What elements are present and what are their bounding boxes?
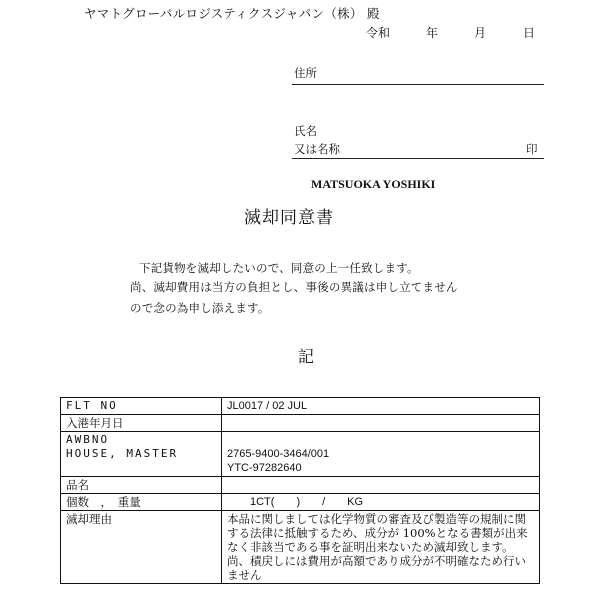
table-row: [61, 398, 540, 415]
flight-number-value: JL0017 / 02 JUL: [222, 398, 540, 415]
paragraph-line-3: ので念の為申し添えます。: [130, 301, 270, 315]
item-name-value: [222, 477, 540, 494]
arrival-date-value: [222, 415, 540, 432]
date-day: 日: [523, 26, 536, 40]
item-name-label: 品名: [61, 477, 222, 494]
awb-label-line-1: AWBNO: [66, 433, 110, 446]
arrival-date-label: 入港年月日: [61, 415, 222, 432]
seal-label: 印: [526, 142, 538, 156]
document-title: 滅却同意書: [244, 208, 334, 228]
date-month: 月: [474, 26, 487, 40]
addressee: ヤマトグローバルロジスティクスジャパン（株） 殿: [84, 6, 380, 21]
date-era: 令和: [366, 26, 391, 40]
customer-name: MATSUOKA YOSHIKI: [311, 177, 436, 191]
quantity-weight-label: 個数 ， 重量: [61, 494, 222, 511]
awb-label: [61, 432, 222, 477]
ki-heading: 記: [298, 347, 315, 366]
awb-value: [222, 432, 540, 477]
table-row: [61, 477, 540, 494]
address-label: 住所: [294, 66, 317, 80]
quantity-weight-value: 1CT( ) / KG: [222, 494, 540, 511]
alias-label: 又は名称: [294, 142, 340, 156]
table-row: [61, 511, 540, 584]
flight-number-label: FLT NO: [61, 398, 222, 415]
disposal-reason-label: 滅却理由: [61, 511, 222, 584]
table-row: [61, 415, 540, 432]
date-year: 年: [426, 26, 439, 40]
awb-value-line-2: YTC-97282640: [227, 462, 302, 474]
details-table: [60, 397, 540, 584]
table-row: [61, 432, 540, 477]
table-row: [61, 494, 540, 511]
address-line: [292, 84, 544, 85]
paragraph-line-1: 下記貨物を滅却したいので、同意の上一任致します。: [139, 261, 419, 275]
paragraph-line-2: 尚、滅却費用は当方の負担とし、事後の異議は申し立てません: [130, 280, 458, 294]
name-line: [292, 158, 544, 159]
awb-value-line-1: 2765-9400-3464/001: [227, 448, 330, 460]
disposal-reason-value: 本品に関しましては化学物質の審査及び製造等の規制に関する法律に抵触するため、成分が 100%となる書類が出来なく非該当である事を証明出来ないため滅却致します。尚、積戻しには費用が高額であり成分が不明確なため行いません: [222, 511, 540, 584]
name-label: 氏名: [294, 124, 317, 138]
awb-label-line-2: HOUSE, MASTER: [66, 447, 179, 460]
